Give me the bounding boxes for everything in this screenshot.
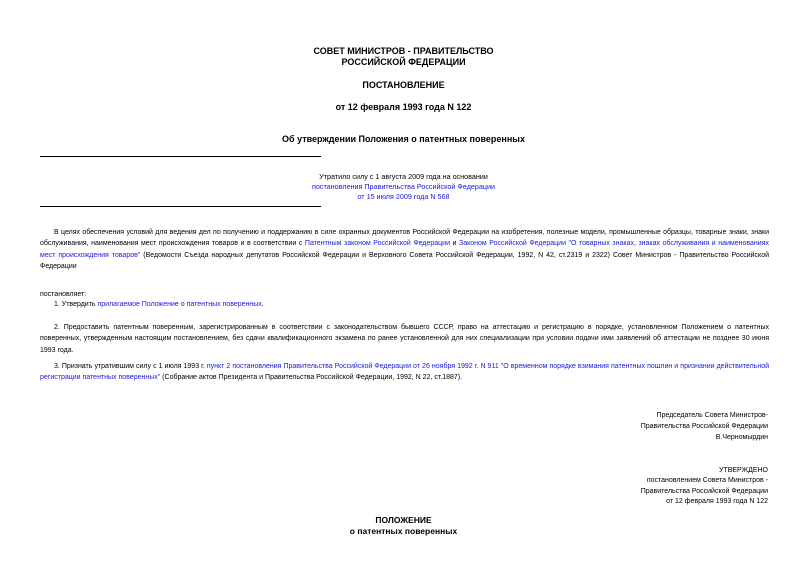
signature-line-1: Председатель Совета Министров- (656, 412, 768, 419)
patent-law-link[interactable]: Патентным законом Российской Федерации (304, 240, 450, 248)
item-1-end: . (261, 301, 264, 308)
status-link-row-2 (0, 192, 807, 202)
repeal-decree-date-link[interactable]: от 15 июля 2009 года N 568 (357, 192, 450, 201)
issuer-line-1: СОВЕТ МИНИСТРОВ - ПРАВИТЕЛЬСТВО (313, 46, 494, 56)
item-1-text: 1. Утвердить (54, 301, 98, 308)
document-date: от 12 февраля 1993 года N 122 (335, 102, 472, 112)
approval-line-4: от 12 февраля 1993 года N 122 (666, 498, 768, 505)
status-link-row-1 (0, 182, 807, 192)
signature-line-2: Правительства Российской Федерации (640, 423, 768, 430)
resolution-911-link[interactable]: пункт 2 постановления Правительства Российской Федерации от 26 ноября 1992 г. N 911 "О временном порядке взимания патентных пошлин и признании действительной регистрации патентных поверенных" (40, 363, 769, 382)
status-line: Утратило силу с 1 августа 2009 года на основании (319, 172, 488, 181)
preamble-text-1: В целях обеспечения условий для ведения дел по получению и поддержанию в силе охранных документов Российской Федерации на изобретения, полезные модели, промышленные образцы, товарные знаки, знаки обслуживания, наименования мест происхождения товаров и в соответствии с (40, 229, 769, 248)
issuer-line-2: РОССИЙСКОЙ ФЕДЕРАЦИИ (341, 57, 466, 67)
document-type: ПОСТАНОВЛЕНИЕ (362, 80, 445, 90)
preamble-text-3: (Ведомости Съезда народных депутатов Российской Федерации и Верховного Совета Российской Федерации, 1992, N 42, ст.2319 и 2322) Совет Министров - Правительство Российской Федерации (40, 251, 769, 270)
signature-name: В.Черномырдин (715, 434, 768, 441)
divider-bottom (40, 206, 321, 207)
appendix-title: ПОЛОЖЕНИЕ (375, 515, 432, 525)
regulation-link[interactable]: прилагаемое Положение о патентных поверенных (97, 301, 262, 308)
approval-line-1: УТВЕРЖДЕНО (718, 467, 768, 474)
document-subject: Об утверждении Положения о патентных поверенных (282, 134, 525, 144)
repeal-decree-link[interactable]: постановления Правительства Российской Федерации (311, 182, 496, 191)
item-2: 2. Предоставить патентным поверенным, зарегистрированным в соответствии с законодательством бывшего СССР, право на аттестацию и регистрацию в порядке, установленном Положением о патентных поверенных, утвержденным настоящим постановлением, без сдачи квалификационного экзамена по ранее установленной для них специализации при условии подачи ими заявлений об аттестации не позднее 30 июня 1993 года. (40, 324, 769, 354)
appendix-subtitle: о патентных поверенных (349, 526, 458, 536)
divider-top (40, 156, 321, 157)
trademark-law-link[interactable]: Законом Российской Федерации "О товарных знаках, знаках обслуживания и наименованиях мест происхождения товаров" (40, 240, 769, 259)
item-3 (40, 361, 769, 384)
preamble-text-2: и (450, 240, 459, 248)
preamble-paragraph (40, 227, 769, 272)
approval-line-2: постановлением Совета Министров - (646, 477, 768, 484)
decree-word: постановляет: (40, 291, 87, 298)
item-1 (40, 299, 769, 310)
item-3-text: 3. Признать утратившим силу с 1 июля 1993 г. (54, 363, 207, 370)
approval-line-3: Правительства Российской Федерации (640, 488, 768, 495)
item-3-end: (Собрание актов Президента и Правительства Российской Федерации, 1992, N 22, ст.1887). (160, 374, 463, 382)
